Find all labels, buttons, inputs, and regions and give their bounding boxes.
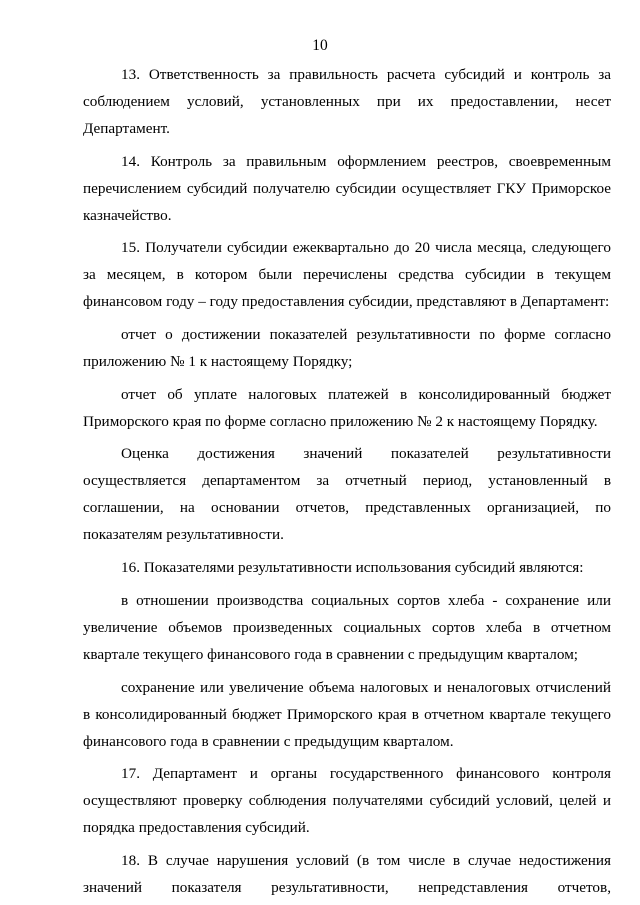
paragraph-15: 15. Получатели субсидии ежеквартально до 20 числа месяца, следующего за месяцем, в котором были перечислены средства субсидии в текущем финансовом году – году предоставления субсидии, представляют в Департамент: (83, 239, 611, 311)
paragraph-18: 18. В случае нарушения условий (в том числе в случае недостижения значений показателя результативности, непредставления отчетов, (83, 851, 611, 896)
page-number: 10 (312, 37, 328, 54)
paragraph-indicator-taxes: сохранение или увеличение объема налоговых и неналоговых отчислений в консолидированный бюджет Приморского края в отчетном квартале текущего финансового года в сравнении с предыдущим кварталом. (83, 678, 611, 750)
paragraph-17: 17. Департамент и органы государственного финансового контроля осуществляют проверку соблюдения получателями субсидий условий, целей и порядка предоставления субсидий. (83, 765, 611, 837)
paragraph-report-taxes: отчет об уплате налоговых платежей в консолидированный бюджет Приморского края по форме согласно приложению № 2 к настоящему Порядку. (83, 385, 611, 430)
paragraph-assessment: Оценка достижения значений показателей результативности осуществляется департаментом за отчетный период, установленный в соглашении, на основании отчетов, представленных организацией, по показателям результативности. (83, 445, 611, 544)
paragraph-indicator-bread: в отношении производства социальных сортов хлеба - сохранение или увеличение объемов произведенных социальных сортов хлеба в отчетном квартале текущего финансового года в сравнении с предыдущим кварталом; (83, 591, 611, 663)
body-text (83, 61, 611, 901)
paragraph-report-performance: отчет о достижении показателей результативности по форме согласно приложению № 1 к настоящему Порядку; (83, 326, 611, 371)
paragraph-14: 14. Контроль за правильным оформлением реестров, своевременным перечислением субсидий получателю субсидии осуществляет ГКУ Приморское казначейство. (83, 152, 611, 224)
paragraph-13: 13. Ответственность за правильность расчета субсидий и контроль за соблюдением условий, установленных при их предоставлении, несет Департамент. (83, 66, 611, 137)
paragraph-16: 16. Показателями результативности использования субсидий являются: (121, 559, 584, 577)
